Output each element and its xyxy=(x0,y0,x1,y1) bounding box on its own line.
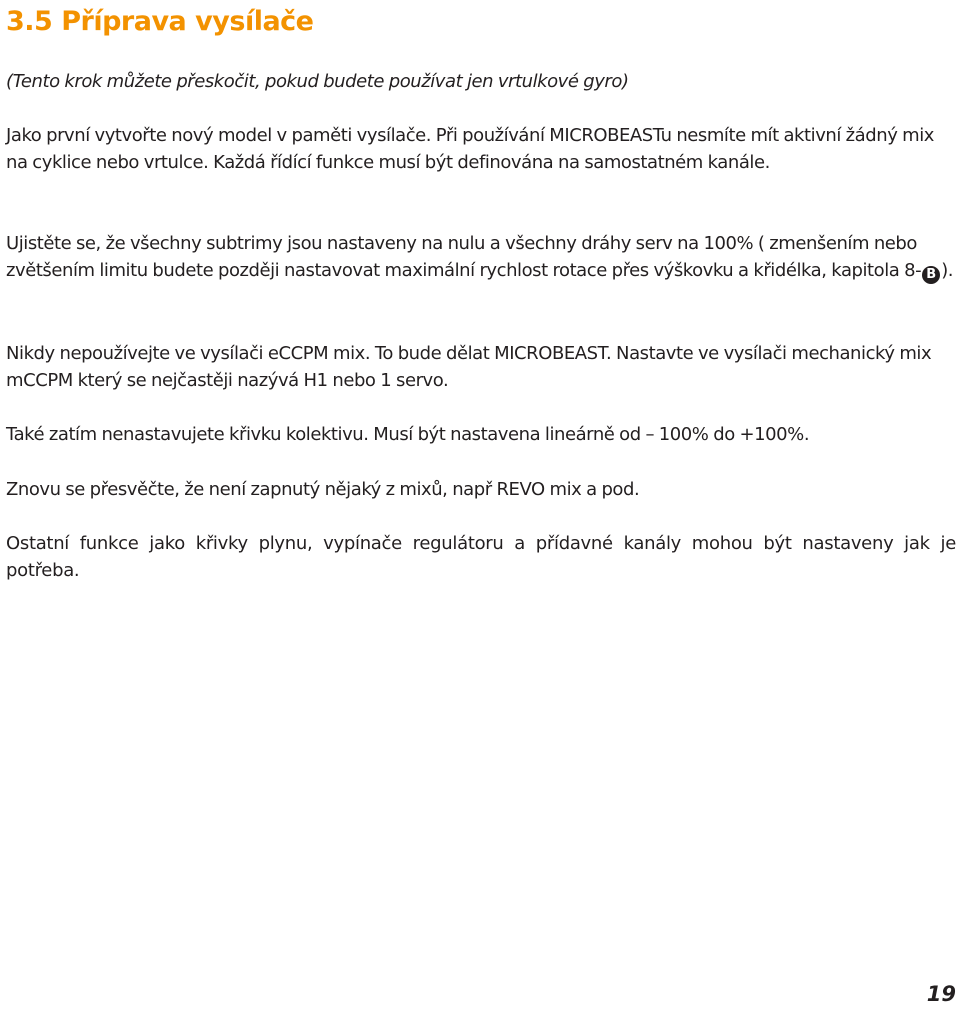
paragraph-other-functions: Ostatní funkce jako křivky plynu, vypínače regulátoru a přídavné kanály mohou být nastaveny jak je potřeba. xyxy=(6,533,956,581)
paragraph-revo-mix: Znovu se přesvěčte, že není zapnutý nějaký z mixů, např REVO mix a pod. xyxy=(6,479,640,500)
paragraph-subtrims-end: ). xyxy=(941,260,954,281)
page-number: 19 xyxy=(926,982,956,1006)
paragraph-new-model: Jako první vytvořte nový model v paměti vysílače. Při používání MICROBEASTu nesmíte mít aktivní žádný mix na cyklice nebo vrtulce. Každá řídící funkce musí být definována na samostatném kanále. xyxy=(6,125,934,173)
paragraph-collective-curve: Také zatím nenastavujete křivku kolektivu. Musí být nastavena lineárně od – 100% do +100%. xyxy=(6,424,810,445)
section-title: 3.5 Příprava vysílače xyxy=(6,6,314,37)
paragraph-subtrims xyxy=(6,230,956,284)
chapter-b-badge-icon: B xyxy=(922,266,940,284)
paragraph-eccpm: Nikdy nepoužívejte ve vysílači eCCPM mix. To bude dělat MICROBEAST. Nastavte ve vysílači mechanický mix mCCPM který se nejčastěji nazývá H1 nebo 1 servo. xyxy=(6,343,932,391)
optional-step-note: (Tento krok můžete přeskočit, pokud budete používat jen vrtulkové gyro) xyxy=(6,71,629,92)
paragraph-subtrims-text: Ujistěte se, že všechny subtrimy jsou nastaveny na nulu a všechny dráhy serv na 100% ( zmenšením nebo zvětšením limitu budete později nastavovat maximální rychlost rotace přes výškovku a křidélka, kapitola 8- xyxy=(6,233,922,281)
